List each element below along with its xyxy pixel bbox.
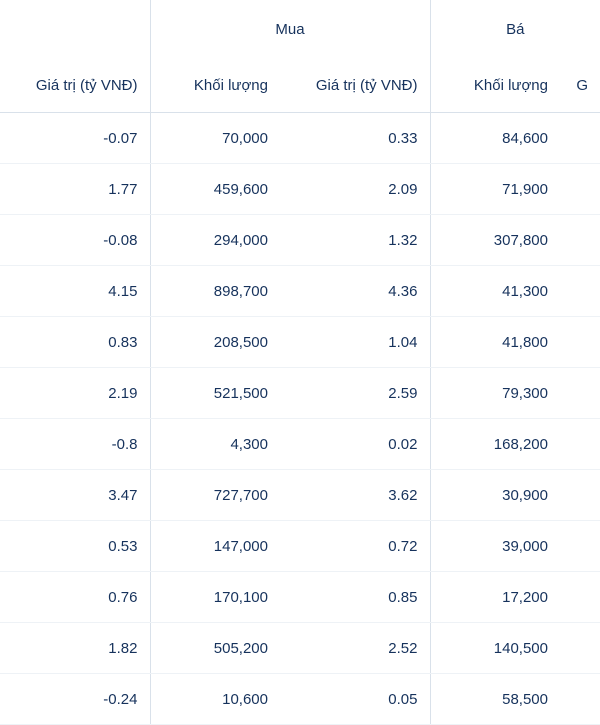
cell-buy-volume: 70,000 — [150, 113, 280, 164]
cell-sell-volume: 84,600 — [430, 113, 560, 164]
cell-sell-volume: 79,300 — [430, 368, 560, 419]
table-row[interactable] — [0, 368, 600, 419]
cell-buy-volume: 727,700 — [150, 470, 280, 521]
table-row[interactable] — [0, 317, 600, 368]
sub-header-net-value: Giá trị (tỷ VNĐ) — [0, 58, 150, 113]
cell-sell-volume: 17,200 — [430, 572, 560, 623]
cell-sell-volume: 41,800 — [430, 317, 560, 368]
cell-net-value: 0.76 — [0, 572, 150, 623]
cell-sell-volume: 140,500 — [430, 623, 560, 674]
cell-buy-value: 2.09 — [280, 164, 430, 215]
cell-buy-volume: 208,500 — [150, 317, 280, 368]
cell-sell-value — [560, 164, 600, 215]
cell-sell-volume: 307,800 — [430, 215, 560, 266]
cell-sell-volume: 30,900 — [430, 470, 560, 521]
table-body — [0, 113, 600, 725]
table-row[interactable] — [0, 164, 600, 215]
cell-buy-volume: 170,100 — [150, 572, 280, 623]
cell-sell-volume: 58,500 — [430, 674, 560, 725]
cell-sell-value — [560, 623, 600, 674]
cell-net-value: 1.77 — [0, 164, 150, 215]
table-row[interactable] — [0, 572, 600, 623]
cell-buy-value: 2.59 — [280, 368, 430, 419]
cell-sell-volume: 168,200 — [430, 419, 560, 470]
table-row[interactable] — [0, 470, 600, 521]
cell-sell-volume: 39,000 — [430, 521, 560, 572]
cell-buy-value: 3.62 — [280, 470, 430, 521]
cell-sell-value — [560, 215, 600, 266]
cell-sell-value — [560, 113, 600, 164]
cell-net-value: 1.82 — [0, 623, 150, 674]
cell-buy-value: 0.33 — [280, 113, 430, 164]
cell-buy-volume: 10,600 — [150, 674, 280, 725]
table-row[interactable] — [0, 215, 600, 266]
sub-header-buy-volume: Khối lượng — [150, 58, 280, 113]
cell-buy-volume: 505,200 — [150, 623, 280, 674]
cell-buy-value: 0.85 — [280, 572, 430, 623]
cell-net-value: 0.53 — [0, 521, 150, 572]
cell-buy-value: 4.36 — [280, 266, 430, 317]
cell-buy-volume: 4,300 — [150, 419, 280, 470]
cell-sell-value — [560, 266, 600, 317]
cell-sell-value — [560, 419, 600, 470]
cell-sell-volume: 41,300 — [430, 266, 560, 317]
cell-sell-volume: 71,900 — [430, 164, 560, 215]
cell-net-value: 4.15 — [0, 266, 150, 317]
cell-sell-value — [560, 368, 600, 419]
cell-buy-volume: 294,000 — [150, 215, 280, 266]
table-sub-header-row — [0, 58, 600, 113]
group-header-buy: Mua — [150, 0, 430, 58]
cell-net-value: 3.47 — [0, 470, 150, 521]
cell-buy-volume: 898,700 — [150, 266, 280, 317]
cell-net-value: -0.8 — [0, 419, 150, 470]
cell-buy-value: 0.05 — [280, 674, 430, 725]
table-row[interactable] — [0, 623, 600, 674]
sub-header-buy-value: Giá trị (tỷ VNĐ) — [280, 58, 430, 113]
group-header-sell: Bá — [430, 0, 600, 58]
cell-buy-value: 1.32 — [280, 215, 430, 266]
cell-sell-value — [560, 572, 600, 623]
cell-buy-value: 1.04 — [280, 317, 430, 368]
sub-header-sell-value: G — [560, 58, 600, 113]
table-group-header-row — [0, 0, 600, 58]
cell-buy-volume: 147,000 — [150, 521, 280, 572]
cell-net-value: 2.19 — [0, 368, 150, 419]
cell-buy-volume: 521,500 — [150, 368, 280, 419]
cell-buy-value: 2.52 — [280, 623, 430, 674]
group-header-net-trading — [0, 0, 150, 58]
cell-buy-volume: 459,600 — [150, 164, 280, 215]
cell-sell-value — [560, 317, 600, 368]
cell-net-value: -0.08 — [0, 215, 150, 266]
table-row[interactable] — [0, 266, 600, 317]
cell-buy-value: 0.02 — [280, 419, 430, 470]
cell-sell-value — [560, 674, 600, 725]
table-row[interactable] — [0, 113, 600, 164]
table-row[interactable] — [0, 419, 600, 470]
cell-sell-value — [560, 470, 600, 521]
cell-buy-value: 0.72 — [280, 521, 430, 572]
table-row[interactable] — [0, 674, 600, 725]
cell-sell-value — [560, 521, 600, 572]
cell-net-value: 0.83 — [0, 317, 150, 368]
cell-net-value: -0.24 — [0, 674, 150, 725]
cell-net-value: -0.07 — [0, 113, 150, 164]
table-row[interactable] — [0, 521, 600, 572]
sub-header-sell-volume: Khối lượng — [430, 58, 560, 113]
table-header — [0, 0, 600, 113]
